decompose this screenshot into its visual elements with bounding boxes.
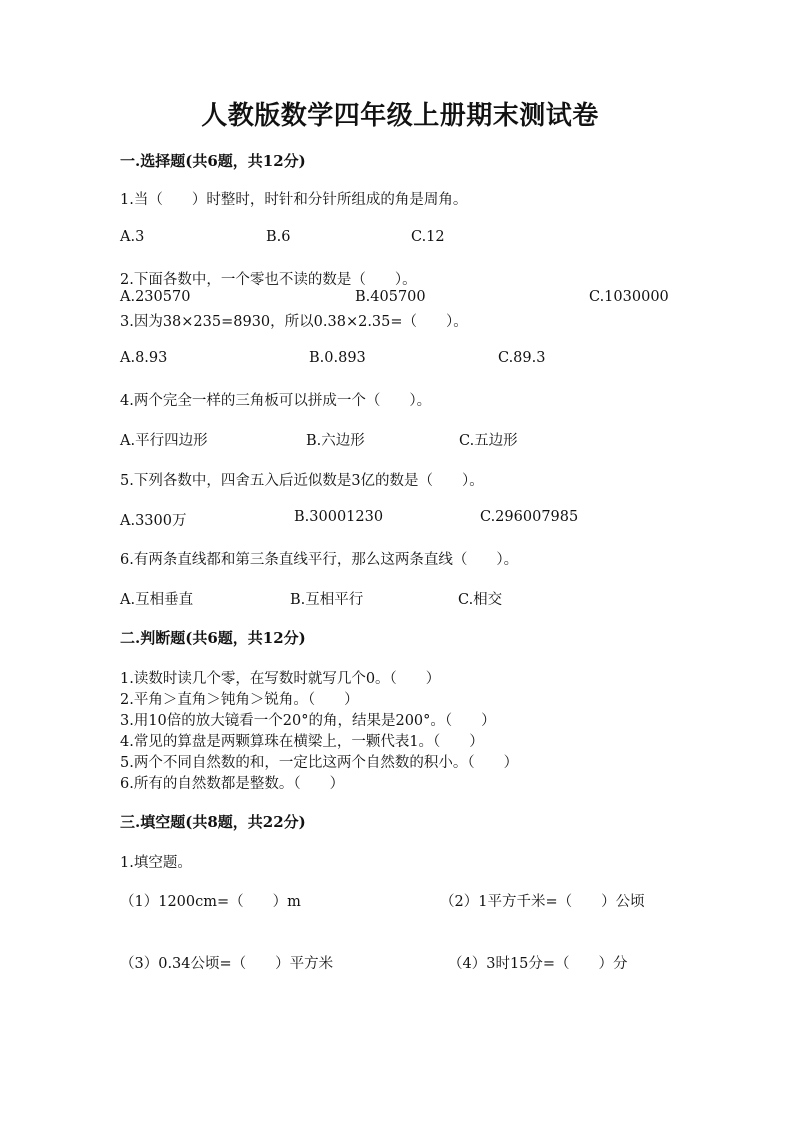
option-a: A.230570 [120,289,191,305]
question-stem: 6.有两条直线都和第三条直线平行，那么这两条直线（ ）。 [120,552,519,568]
option-b: B.0.893 [309,350,366,366]
fill-item: （2）1平方千米=（ ）公顷 [440,894,645,910]
question-stem: 4.两个完全一样的三角板可以拼成一个（ ）。 [120,393,432,409]
option-c: C.五边形 [459,433,518,449]
question-stem: 3.因为38×235=8930，所以0.38×2.35=（ ）。 [120,314,468,330]
section-heading-fill-blank: 三.填空题(共8题，共22分) [120,813,306,831]
judgment-item: 4.常见的算盘是两颗算珠在横梁上，一颗代表1。（ ） [120,734,484,750]
judgment-item: 6.所有的自然数都是整数。（ ） [120,776,345,792]
option-a: A.8.93 [120,350,168,366]
fill-item: （4）3时15分=（ ）分 [448,956,628,972]
judgment-item: 2.平角＞直角＞钝角＞锐角。（ ） [120,692,359,708]
question-stem: 2.下面各数中，一个零也不读的数是（ ）。 [120,272,417,288]
fill-item: （1）1200cm=（ ）m [120,894,301,910]
question-stem: 1.填空题。 [120,855,192,871]
option-c: C.相交 [458,592,503,608]
option-a: A.互相垂直 [120,592,194,608]
page-title: 人教版数学四年级上册期末测试卷 [201,101,599,131]
option-c: C.296007985 [480,509,579,525]
option-a: A.3300万 [120,513,187,529]
judgment-item: 5.两个不同自然数的和，一定比这两个自然数的积小。（ ） [120,755,519,771]
judgment-item: 1.读数时读几个零，在写数时就写几个0。（ ） [120,671,441,687]
option-c: C.1030000 [589,289,669,305]
judgment-item: 3.用10倍的放大镜看一个20°的角，结果是200°。（ ） [120,713,496,729]
option-b: B.六边形 [306,433,365,449]
section-heading-choice: 一.选择题(共6题，共12分) [120,152,306,170]
fill-item: （3）0.34公顷=（ ）平方米 [120,956,334,972]
question-stem: 5.下列各数中，四舍五入后近似数是3亿的数是（ ）。 [120,473,484,489]
option-c: C.12 [411,229,445,245]
question-stem: 1.当（ ）时整时，时针和分针所组成的角是周角。 [120,192,468,208]
option-a: A.3 [120,229,145,245]
section-heading-judgment: 二.判断题(共6题，共12分) [120,629,306,647]
option-b: B.6 [266,229,291,245]
option-c: C.89.3 [498,350,546,366]
option-a: A.平行四边形 [120,433,208,449]
option-b: B.互相平行 [290,592,364,608]
option-b: B.405700 [355,289,426,305]
option-b: B.30001230 [294,509,384,525]
